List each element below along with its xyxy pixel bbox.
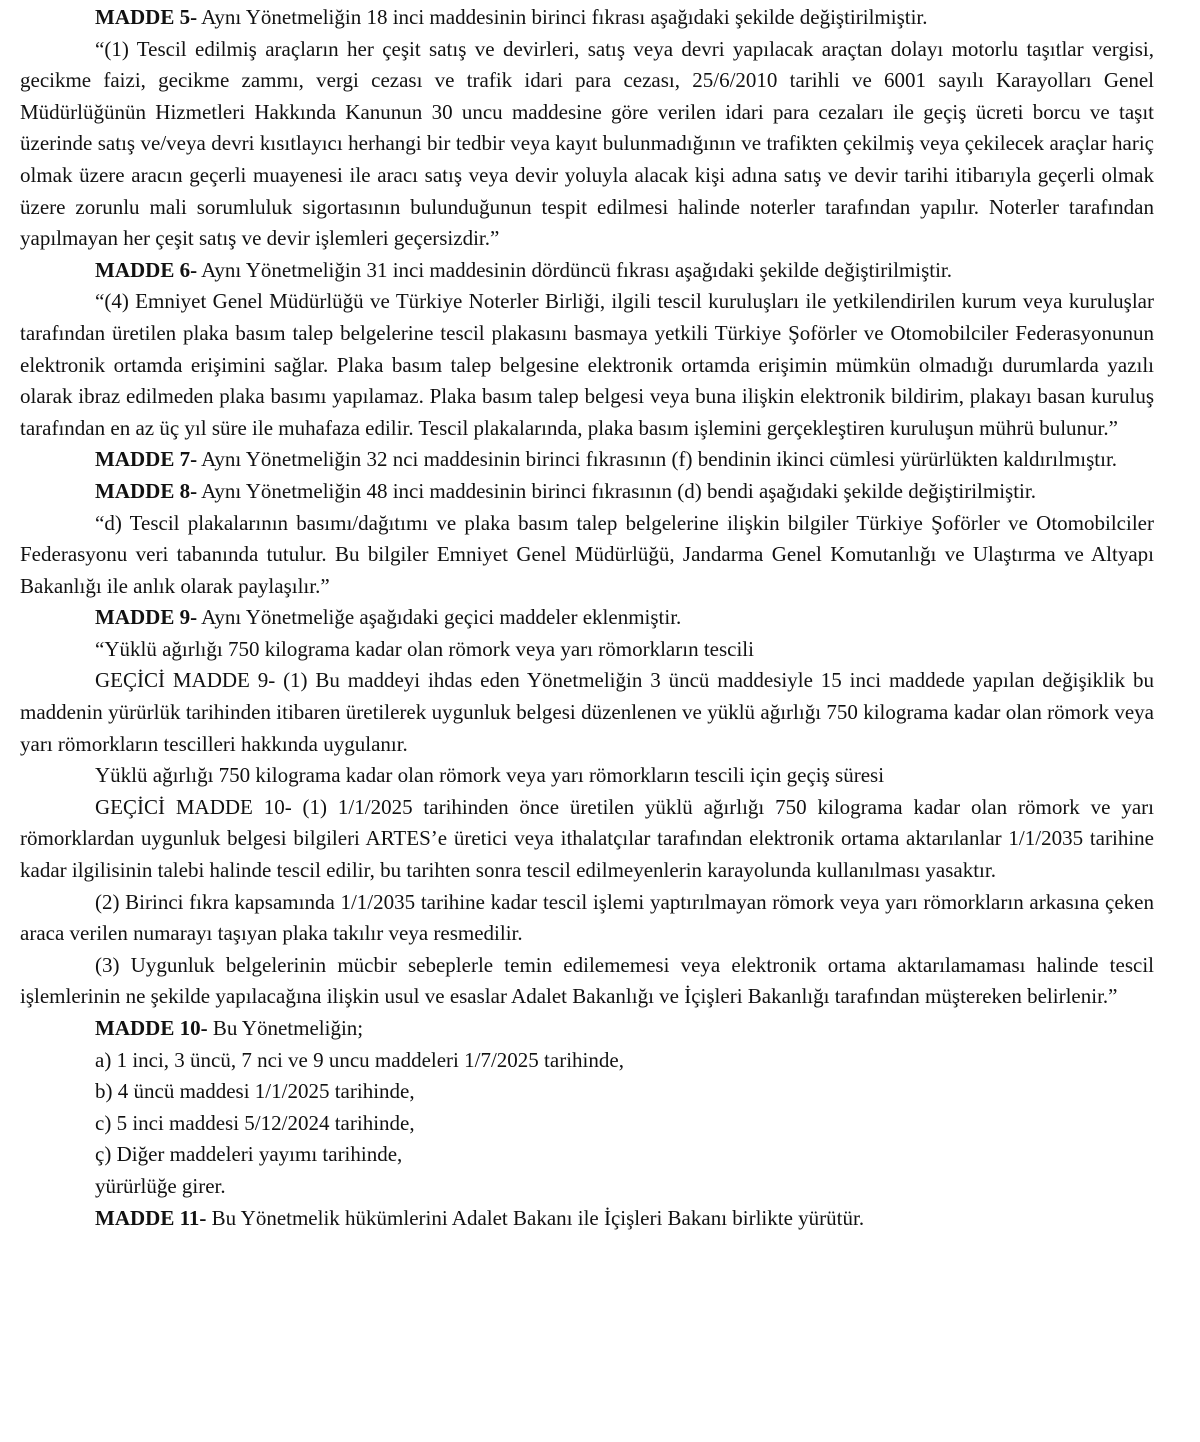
- paragraph-text: “(1) Tescil edilmiş araçların her çeşit satış ve devirleri, satış veya devri yapılacak araçtan dolayı motorlu taşıtlar vergisi, gecikme faizi, gecikme zammı, vergi cezası ve trafik idari para cezası, 25/6/2010 tarihli ve 6001 sayılı Karayolları Genel Müdürlüğünün Hizmetleri Hakkında Kanunun 30 uncu maddesine göre verilen idari para cezaları ile geçiş ücreti borcu ve taşıt üzerinde satış ve/veya devri kısıtlayıcı herhangi bir tedbir veya kayıt bulunmadığının ve trafikten çekilmiş veya çekilecek araçlar hariç olmak üzere aracın geçerli muayenesi ile aracı satış veya devir yoluyla alacak kişi adına satış ve devir tarihi itibarıyla geçerli olmak üzere zorunlu mali sorumluluk sigortasının bulunduğunun tespit edilmesi halinde noterler tarafından yapılır. Noterler tarafından yapılmayan her çeşit satış ve devir işlemleri geçersizdir.”: [20, 36, 1154, 251]
- article-6-heading: [20, 255, 1154, 287]
- paragraph-text: ç) Diğer maddeleri yayımı tarihinde,: [95, 1142, 403, 1167]
- provisional-9-text: [20, 665, 1154, 760]
- paragraph-text: GEÇİCİ MADDE 9- (1) Bu maddeyi ihdas eden Yönetmeliğin 3 üncü maddesiyle 15 inci maddede yapılan değişiklik bu maddenin yürürlük tarihinden itibaren üretilerek uygunluk belgesi düzenlenen ve yüklü ağırlığı 750 kilograma kadar olan römork veya yarı römorkların tescilleri hakkında uygulanır.: [20, 668, 1154, 756]
- article-10-closing: [20, 1171, 1154, 1203]
- article-5-amendment-text: [20, 34, 1154, 255]
- article-label: MADDE 6-: [95, 257, 198, 282]
- paragraph-text: GEÇİCİ MADDE 10- (1) 1/1/2025 tarihinden önce üretilen yüklü ağırlığı 750 kilograma kadar olan römork ve yarı römorklardan uygunluk belgesi bilgileri ARTES’e üretici veya ithalatçılar tarafından elektronik ortama aktarılanlar 1/1/2035 tarihine kadar ilgilisinin talebi halinde tescil edilir, bu tarihten sonra tescil edilmeyenlerin karayolunda kullanılması yasaktır.: [20, 794, 1154, 883]
- paragraph-text: yürürlüğe girer.: [95, 1173, 226, 1198]
- paragraph-text: (3) Uygunluk belgelerinin mücbir sebeplerle temin edilememesi veya elektronik ortama aktarılamaması halinde tescil işlemlerinin ne şekilde yapılacağına ilişkin usul ve esaslar Adalet Bakanlığı ve İçişleri Bakanlığı tarafından müştereken belirlenir.”: [20, 952, 1154, 1009]
- provisional-10-clause-3: [20, 950, 1154, 1013]
- article-8-heading: [20, 476, 1154, 508]
- article-9-heading: [20, 602, 1154, 634]
- article-7-heading: [20, 444, 1154, 476]
- article-10-item-a: [20, 1045, 1154, 1077]
- paragraph-text: Aynı Yönetmeliğin 32 nci maddesinin birinci fıkrasının (f) bendinin ikinci cümlesi yürürlükten kaldırılmıştır.: [197, 447, 1118, 472]
- article-label: MADDE 10-: [95, 1016, 208, 1040]
- article-label: MADDE 7-: [95, 447, 198, 472]
- provisional-9-title: [20, 634, 1154, 666]
- paragraph-text: Aynı Yönetmeliğin 48 inci maddesinin birinci fıkrasının (d) bendi aşağıdaki şekilde değiştirilmiştir.: [197, 478, 1036, 503]
- article-label: MADDE 8-: [95, 478, 198, 503]
- article-5-heading: [20, 2, 1154, 34]
- article-10-item-c: [20, 1108, 1154, 1140]
- article-label: MADDE 11-: [95, 1205, 207, 1230]
- paragraph-text: Aynı Yönetmeliğin 18 inci maddesinin birinci fıkrası aşağıdaki şekilde değiştirilmiştir.: [197, 5, 928, 29]
- paragraph-text: “d) Tescil plakalarının basımı/dağıtımı ve plaka basım talep belgelerine ilişkin bilgiler Türkiye Şoförler ve Otomobilciler Federasyonu veri tabanında tutulur. Bu bilgiler Emniyet Genel Müdürlüğü, Jandarma Genel Komutanlığı ve Ulaştırma ve Altyapı Bakanlığı ile anlık olarak paylaşılır.”: [20, 510, 1154, 598]
- paragraph-text: Aynı Yönetmeliğin 31 inci maddesinin dördüncü fıkrası aşağıdaki şekilde değiştirilmiştir.: [197, 257, 953, 282]
- paragraph-text: Yüklü ağırlığı 750 kilograma kadar olan römork veya yarı römorkların tescili için geçiş süresi: [95, 763, 885, 788]
- paragraph-text: b) 4 üncü maddesi 1/1/2025 tarihinde,: [95, 1079, 415, 1104]
- article-label: MADDE 9-: [95, 605, 198, 630]
- paragraph-text: c) 5 inci maddesi 5/12/2024 tarihinde,: [95, 1110, 415, 1135]
- article-6-amendment-text: [20, 286, 1154, 444]
- paragraph-text: Bu Yönetmeliğin;: [207, 1016, 364, 1040]
- paragraph-text: a) 1 inci, 3 üncü, 7 nci ve 9 uncu maddeleri 1/7/2025 tarihinde,: [95, 1047, 624, 1072]
- article-10-heading: [20, 1013, 1154, 1045]
- article-10-item-cedilla: [20, 1139, 1154, 1171]
- paragraph-text: Aynı Yönetmeliğe aşağıdaki geçici maddeler eklenmiştir.: [197, 605, 682, 630]
- article-10-item-b: [20, 1076, 1154, 1108]
- provisional-10-title: [20, 760, 1154, 792]
- article-label: MADDE 5-: [95, 5, 198, 29]
- paragraph-text: (2) Birinci fıkra kapsamında 1/1/2035 tarihine kadar tescil işlemi yaptırılmayan römork veya yarı römorkların arkasına çeken araca verilen numarayı taşıyan plaka takılır veya resmedilir.: [20, 889, 1154, 946]
- provisional-10-clause-1: [20, 792, 1154, 887]
- paragraph-text: Bu Yönetmelik hükümlerini Adalet Bakanı ile İçişleri Bakanı birlikte yürütür.: [206, 1205, 865, 1230]
- provisional-10-clause-2: [20, 887, 1154, 950]
- article-8-amendment-text: [20, 508, 1154, 603]
- paragraph-text: “(4) Emniyet Genel Müdürlüğü ve Türkiye Noterler Birliği, ilgili tescil kuruluşları ile yetkilendirilen kurum veya kuruluşlar tarafından üretilen plaka basım talep belgelerine tescil plakasını basmaya yetkili Türkiye Şoförler ve Otomobilciler Federasyonunun elektronik ortamda erişimini sağlar. Plaka basım talep belgesine elektronik ortamda erişimin mümkün olmadığı durumlarda yazılı olarak ibraz edilmeden plaka basımı yapılamaz. Plaka basım talep belgesi veya buna ilişkin elektronik bildirim, plakayı basan kuruluş tarafından en az üç yıl süre ile muhafaza edilir. Tescil plakalarında, plaka basım işlemini gerçekleştiren kuruluşun mührü bulunur.”: [20, 289, 1154, 440]
- article-11-heading: [20, 1203, 1154, 1235]
- paragraph-text: “Yüklü ağırlığı 750 kilograma kadar olan römork veya yarı römorkların tescili: [95, 636, 754, 661]
